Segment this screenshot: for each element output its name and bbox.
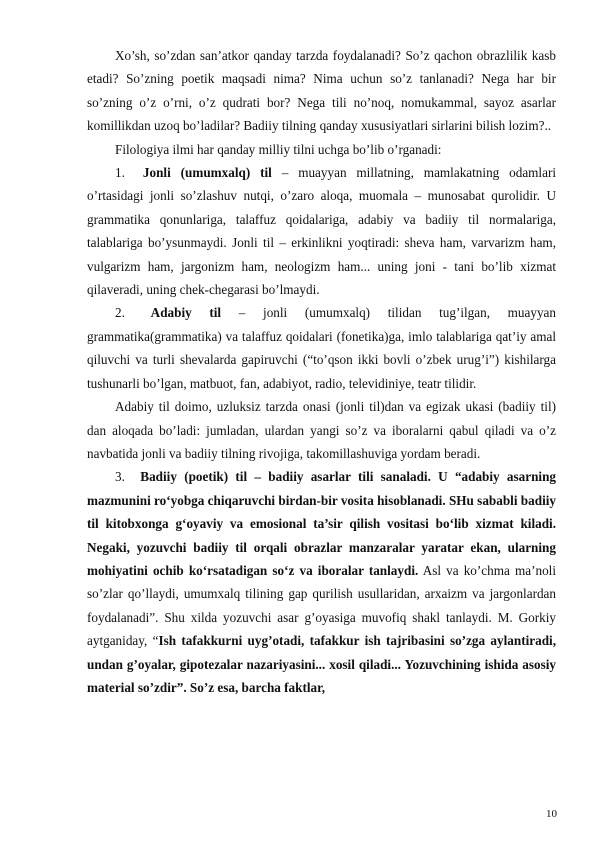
list-item-jonli-til bbox=[87, 161, 556, 301]
paragraph-intro-questions: Xo’sh, so’zdan san’atkor qanday tarzda foydalanadi? So’z qachon obrazlilik kasb etadi? So’zning poetik maqsadi nima? Nima uchun so’z tanlanadi? Nega har bir so’zning o’z o’rni, o’z qudrati bor? Nega tili no’noq, nomukammal, sayoz asarlar komillikdan uzoq bo’ladilar? Badiiy tilning qanday xususiyatlari sirlarini bilish lozim?.. bbox=[87, 48, 556, 134]
definition-adabiy-til: – jonli (umumxalq) tilidan tug’ilgan, muayyan grammatika(grammatika) va talaffuz qoidalari (fonetika)ga, imlo talablariga qat’iy amal qiluvchi va turli shevalarda gapiruvchi (“to’qson ikki bovli o’zbek urug’i”) kishilarga tushunarli bo’lgan, matbuot, fan, adabiyot, radio, televidiniye, teatr tilidir. bbox=[87, 305, 557, 391]
paragraph-filologiya: Filologiya ilmi har qanday milliy tilni uchga bo’lib o’rganadi: bbox=[115, 141, 442, 157]
term-badiiy-til: Badiiy (poetik) til – badiiy asarlar tili sanaladi. U “adabiy asarning mazmunini ro‘yobga chiqaruvchi birdan-bir vosita hisoblanadi. SHu sababli badiiy til kitobxonga g‘oyaviy va emosional ta’sir qilish vositasi bo‘lib xizmat kiladi. Negaki, yozuvchi badiiy til orqali obrazlar manzaralar yaratar ekan, ularning mohiyatini ochib ko‘rsatadigan so‘z va iboralar tanlaydi. bbox=[87, 469, 557, 578]
definition-jonli-til: – muayyan millatning, mamlakatning odamlari o’rtasidagi jonli so’zlashuv nutqi, o’zaro aloqa, muomala – munosabat qurolidir. U grammatika qonunlariga, talaffuz qoidalariga, adabiy va badiiy til normalariga, talablariga bo’ysunmaydi. Jonli til – erkinlikni yoqtiradi: sheva ham, varvarizm ham, vulgarizm ham, jargonizm ham, neologizm ham... uning joni - tani bo’lib xizmat qilaveradi, uning chek-chegarasi bo’lmaydi. bbox=[87, 165, 557, 298]
list-number: 2. bbox=[115, 305, 125, 321]
list-item-badiiy-til bbox=[87, 465, 556, 699]
definition-badiiy-til: Asl va ko’chma ma’noli so’zlar qo’llaydi, umumxalq tilining gap qurilish usullaridan, arxaizm va jargonlardan foydalanadi”. Shu xilda yozuvchi asar g’oyasiga muvofiq shakl tanlaydi. M. Gorkiy aytganiday, “ bbox=[87, 562, 556, 649]
page-number: 10 bbox=[546, 808, 557, 820]
list-item-adabiy-til bbox=[87, 301, 556, 395]
list-number: 3. bbox=[115, 469, 125, 485]
paragraph-adabiy-til-aloqa: Adabiy til doimo, uzluksiz tarzda onasi (jonli til)dan va egizak ukasi (badiiy til) dan aloqada bo’ladi: jumladan, ulardan yangi so’z va iboralarni qabul qiladi va o’z navbatida jonli va badiiy tilning rivojiga, takomillashuviga yordam beradi. bbox=[87, 399, 556, 461]
term-jonli-til: Jonli (umumxalq) til bbox=[142, 165, 272, 181]
document-body bbox=[87, 44, 556, 699]
list-number: 1. bbox=[115, 165, 125, 181]
term-adabiy-til: Adabiy til bbox=[150, 305, 222, 321]
paragraph-continuation: ”. So’z esa, barcha faktlar, bbox=[176, 679, 326, 695]
gorkiy-quote: Ish tafakkurni uyg’otadi, tafakkur ish tajribasini so’zga aylantiradi, undan g’oyalar, gipotezalar nazariyasini... xosil qiladi... Yozuvchining ishida asosiy material so’zdir bbox=[87, 633, 557, 695]
